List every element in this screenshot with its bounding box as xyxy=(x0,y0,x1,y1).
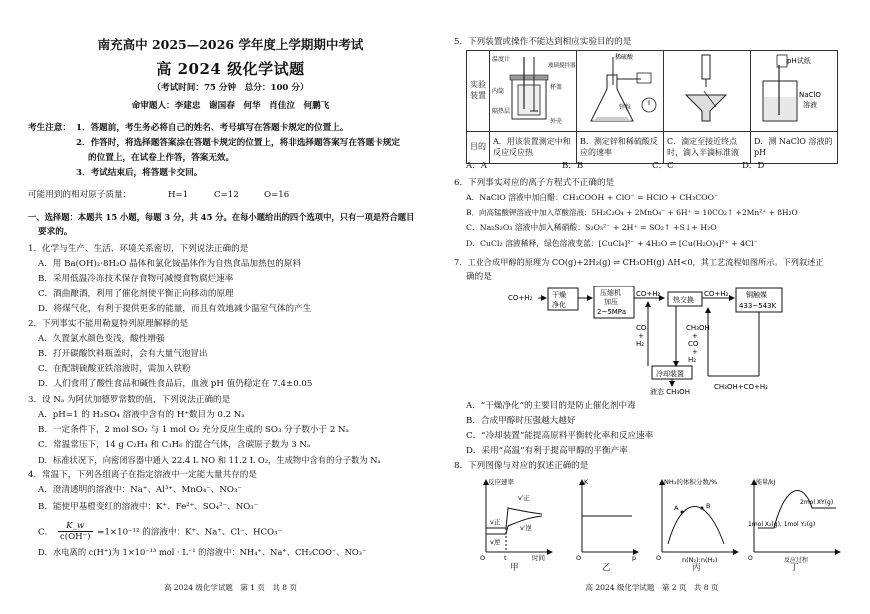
graph-jia-origin: O xyxy=(480,554,486,562)
q5-purpose-c: C．滴定至接近终点时，滴入半滴标准液 xyxy=(664,132,751,164)
flow-cooling-label: 冷却装置 xyxy=(656,370,684,378)
atomic-mass-label: 可能用到的相对原子质量： xyxy=(28,190,132,200)
graph-ding-product: 2mol XY(g) xyxy=(800,499,834,506)
q7-stem: 7．工业合成甲醇的原理为 CO(g)+2H₂(g) ⇌ CH₃OH(g) ΔH<0，其工艺流程如图所示。下列叙述正 xyxy=(454,257,824,267)
q1-option-a: A．用 Ba(OH)₂·8H₂O 晶体和氯化铵晶体作为自热食品加热包的原料 xyxy=(38,259,302,269)
graph-yi-name: 乙 xyxy=(602,563,611,573)
page-1-footer: 高 2024 级化学试题 第 1 页 共 8 页 xyxy=(164,583,297,592)
calorimeter-label-stirrer: 玻璃搅拌器 xyxy=(548,63,576,69)
flow-compressor-label3: 2~5MPa xyxy=(597,308,627,316)
q5-option-a: A．A xyxy=(466,161,488,171)
q5-apparatus-d xyxy=(751,51,838,132)
flow-input: CO+H₂ xyxy=(508,294,533,302)
beaker-icon xyxy=(751,51,837,127)
q5-apparatus-c xyxy=(664,51,751,132)
graph-jia-xlabel: 时间 xyxy=(532,554,545,562)
graph-jia-v2: v正 xyxy=(490,518,501,526)
graph-bing-origin: O xyxy=(656,554,662,562)
q1-option-c: C．酒曲酿酒，利用了催化剂使平衡正向移动的原理 xyxy=(38,289,234,299)
q3-option-a: A．pH=1 的 H₂SO₄ 溶液中含有的 H⁺数目为 0.2 Nₐ xyxy=(38,410,245,420)
q4-option-b: B．能使甲基橙变红的溶液中：K⁺、Fe²⁺、SO₄²⁻、NO₃⁻ xyxy=(38,502,259,512)
graph-ding-ylabel: 能量/kJ xyxy=(756,479,776,486)
flow-dry-label2: 净化 xyxy=(552,301,566,309)
calorimeter-label-lid: 杯盖 xyxy=(550,84,563,91)
graph-jia-v1: v′正 xyxy=(518,494,530,502)
flow-compressor-label2: 加压 xyxy=(604,298,618,306)
flask-label-zinc: 锌粒 xyxy=(619,104,632,111)
graph-bing-ylabel: NH₃的体积分数/% xyxy=(664,478,718,486)
exam-info: （考试时间：75 分钟 总分：100 分） xyxy=(152,83,309,93)
flow-methanol-3: CO xyxy=(688,340,699,348)
q6-option-d: D．CuCl₂ 溶液稀释，绿色溶液变蓝：[CuCl₄]²⁻ + 4H₂O ⇌ [Cu(H₂O)₄]²⁺ + 4Cl⁻ xyxy=(466,239,758,248)
q5-row-purpose-label: 目的 xyxy=(467,132,490,164)
atomic-mass-o: O=16 xyxy=(264,190,290,200)
graph-jia-t: t xyxy=(504,554,507,562)
q6-option-c: C．Na₂S₂O₃ 溶液中加入稀硝酸：S₂O₃²⁻ + 2H⁺ = SO₂↑ +S↓+ H₂O xyxy=(466,223,717,232)
q6-option-a: A．NaClO 溶液中加白醋：CH₃COOH + ClO⁻ = HClO + CH₃COO⁻ xyxy=(466,193,719,202)
q2-option-a: A．久置氯水颜色变浅，酸性增强 xyxy=(38,334,165,344)
q5-option-d: D．D xyxy=(742,161,765,171)
q5-apparatus-a xyxy=(490,51,577,132)
q7-option-c: C．“冷却装置”能提高原料平衡转化率和反应速率 xyxy=(466,431,654,441)
graph-ding-name: 丁 xyxy=(790,563,799,573)
flow-mid-gas: CO+H₂ xyxy=(636,290,661,298)
flow-recycle-2: + xyxy=(638,332,644,340)
q2-stem: 2．下列事实不能用勒夏特列原理解释的是 xyxy=(28,319,189,329)
calorimeter-label-insulation: 隔热层 xyxy=(492,108,511,115)
notice-label: 考生注意： xyxy=(28,123,71,133)
q7-flow-diagram xyxy=(508,286,808,396)
q6-stem: 6．下列事实对应的离子方程式不正确的是 xyxy=(454,178,615,188)
titration-icon xyxy=(664,51,750,127)
atomic-mass-h: H=1 xyxy=(168,190,189,200)
exam-title: 南充高中 2025—2026 学年度上学期期中考试 xyxy=(97,37,364,52)
graph-jia-ylabel: 反应速率 xyxy=(488,478,514,486)
graph-jia-v4: v′逆 xyxy=(520,524,532,532)
flow-methanol-2: + xyxy=(692,332,698,340)
q7-option-a: A．“干燥净化”的主要目的是防止催化剂中毒 xyxy=(466,401,636,411)
flow-mid-gas2: CO+H₂ xyxy=(704,290,729,298)
flow-output: CH₃OH+CO+H₂ xyxy=(714,383,768,391)
calorimeter-label-shell: 外壳 xyxy=(550,118,563,125)
atomic-mass-c: C=12 xyxy=(214,190,239,200)
flow-catalyst-label2: 433~543K xyxy=(739,302,777,310)
graph-jia-v3: v逆 xyxy=(490,538,501,546)
q1-option-d: D．将煤气化，有利于提供更多的能量，而且有效地减少温室气体的产生 xyxy=(38,304,312,314)
q5-purpose-a: A．用该装置测定中和反应反应热 xyxy=(490,132,577,164)
q4-option-d: D．水电离的 c(H⁺)为 1×10⁻¹³ mol · L⁻¹ 的溶液中：NH₄⁺、Na⁺、CH₃COO⁻、NO₃⁻ xyxy=(38,547,367,557)
flow-catalyst-label: 铜触媒 xyxy=(746,291,767,299)
q8-graph-ding xyxy=(744,474,844,564)
q4-stem: 4．常温下，下列各组离子在指定溶液中一定能大量共存的是 xyxy=(28,470,257,480)
flow-methanol-4: + xyxy=(692,348,698,356)
q8-graph-jia xyxy=(476,474,556,564)
flask-label-acid: 稀硫酸 xyxy=(615,54,634,61)
q5-stem: 5．下列装置或操作不能达到相应实验目的的是 xyxy=(454,37,632,47)
notice-1: 1．答题前，考生务必将自己的姓名、考号填写在答题卡规定的位置上。 xyxy=(76,123,349,133)
page-1 xyxy=(28,0,433,614)
q3-option-d: D．标准状况下，向密闭容器中通入 22.4 L NO 和 11.2 L O₂，生成物中含有的分子数为 Nₐ xyxy=(38,455,381,465)
setters: 命审题人：李建忠 谢国春 何华 肖佳泣 何鹏飞 xyxy=(131,101,330,111)
q2-option-d: D．人们食用了酸性食品和碱性食品后，血液 pH 值仍稳定在 7.4±0.05 xyxy=(38,379,313,389)
notice-3: 3．考试结束后，将答题卡交回。 xyxy=(76,168,203,178)
flow-recycle-1: CO xyxy=(636,324,647,332)
graph-ding-origin: O xyxy=(748,555,753,562)
calorimeter-icon xyxy=(490,51,576,127)
q1-option-b: B．采用低温冷冻技术保存食物可减慢食物腐烂速率 xyxy=(38,274,234,284)
q2-option-b: B．打开碳酸饮料瓶盖时，会有大量气泡冒出 xyxy=(38,349,208,359)
flow-methanol-1: CH₃OH xyxy=(686,324,710,332)
q2-option-c: C．在配制硫酸亚铁溶液时，需加入铁粉 xyxy=(38,364,191,374)
q4-c-numerator: K_w xyxy=(58,521,93,532)
q4-option-a: A．澄清透明的溶液中：Na⁺、Al³⁺、MnO₄⁻、NO₃⁻ xyxy=(38,485,242,495)
q4-c-rest: =1×10⁻¹² 的溶液中：K⁺、Na⁺、Cl⁻、HCO₃⁻ xyxy=(97,527,283,538)
q8-graph-yi xyxy=(572,474,642,564)
q5-purpose-d: D．测 NaClO 溶液的 pH xyxy=(751,132,838,164)
graph-ding-reactant: 1mol X₂(g), 1mol Y₂(g) xyxy=(748,521,816,528)
graph-bing-point-b: B xyxy=(706,502,711,510)
flask-icon xyxy=(577,51,663,127)
q5-apparatus-b xyxy=(577,51,664,132)
q5-row-apparatus-label: 实验装置 xyxy=(467,51,490,132)
flow-recycle-3: H₂ xyxy=(636,340,645,348)
q3-stem: 3．设 Nₐ 为阿伏加德罗常数的值，下列说法正确的是 xyxy=(28,395,231,405)
graph-yi-origin: O xyxy=(576,554,582,562)
q4-c-prefix: C． xyxy=(38,527,54,538)
graph-bing-point-a: A xyxy=(674,504,679,512)
q7-option-b: B．合成甲醇时压强越大越好 xyxy=(466,416,576,426)
notice-2a: 2．作答时，将选择题答案涂在答题卡规定的位置上，将非选择题答案写在答题卡规定 xyxy=(76,138,400,148)
page-2 xyxy=(452,0,852,614)
q8-stem: 8．下列图像与对应的叙述正确的是 xyxy=(454,461,589,471)
beaker-label-naclo: NaClO xyxy=(799,91,821,99)
beaker-label-solution: 溶液 xyxy=(803,101,817,109)
section-1-heading: 一、选择题：本题共 15 小题，每题 3 分，共 45 分。在每小题给出的四个选项中，只有一项是符合题目 xyxy=(28,212,415,222)
q4-option-c xyxy=(38,521,282,543)
q5-apparatus-table xyxy=(466,50,838,164)
flow-liquid-methanol: 液态 CH₃OH xyxy=(650,388,690,396)
q6-option-b: B．向高锰酸钾溶液中加入草酸溶液：5H₂C₂O₄ + 2MnO₄⁻ + 6H⁺ = 10CO₂↑ +2Mn²⁺ + 8H₂O xyxy=(466,208,798,217)
q4-c-fraction xyxy=(58,521,93,543)
q8-graph-bing xyxy=(652,474,742,564)
page-2-footer: 高 2024 级化学试题 第 2 页 共 8 页 xyxy=(585,583,719,592)
graph-bing-name: 丙 xyxy=(692,563,701,573)
graph-jia-name: 甲 xyxy=(510,563,519,573)
graph-bing-xlabel: n(N₂):n(H₂) xyxy=(682,556,718,564)
section-1-heading-cont: 要求的。 xyxy=(38,227,73,237)
notice-2b: 的位置上，在试卷上作答，答案无效。 xyxy=(88,153,235,163)
q4-c-denominator: c(OH⁻) xyxy=(59,532,91,543)
beaker-label-ph-paper: pH试纸 xyxy=(787,57,811,65)
q5-purpose-b: B．测定锌和稀硫酸反应的速率 xyxy=(577,132,664,164)
flow-dry-label: 干燥 xyxy=(552,291,566,299)
flow-heat-exchange-label: 热交换 xyxy=(673,296,694,304)
q1-stem: 1．化学与生产、生活、环境关系密切，下列说法正确的是 xyxy=(28,244,249,254)
flow-compressor-label: 压缩机 xyxy=(600,289,621,297)
q5-option-c: C．C xyxy=(652,161,674,171)
graph-yi-xlabel: p xyxy=(632,554,637,562)
graph-yi-ylabel: K xyxy=(584,478,589,486)
flow-methanol-5: H₂ xyxy=(688,356,697,364)
calorimeter-label-thermometer: 温度计 xyxy=(492,56,511,63)
graph-ding-xlabel: 反应过程 xyxy=(784,557,809,564)
q3-option-b: B．一定条件下，2 mol SO₂ 与 1 mol O₂ 充分反应生成的 SO₃ 分子数小于 2 Nₐ xyxy=(38,425,349,435)
calorimeter-label-inner: 内筒 xyxy=(492,88,505,95)
paper-title: 高 2024 级化学试题 xyxy=(156,60,305,78)
q7-stem-cont: 确的是 xyxy=(466,272,492,282)
graph-bing-curve xyxy=(668,507,724,545)
q7-option-d: D．采用“高温”有利于提高甲醇的平衡产率 xyxy=(466,446,628,456)
q3-option-c: C．常温常压下，14 g C₂H₄ 和 C₃H₆ 的混合气体，含碳原子数为 3 Nₐ xyxy=(38,440,311,450)
q5-option-b: B．B xyxy=(562,161,584,171)
